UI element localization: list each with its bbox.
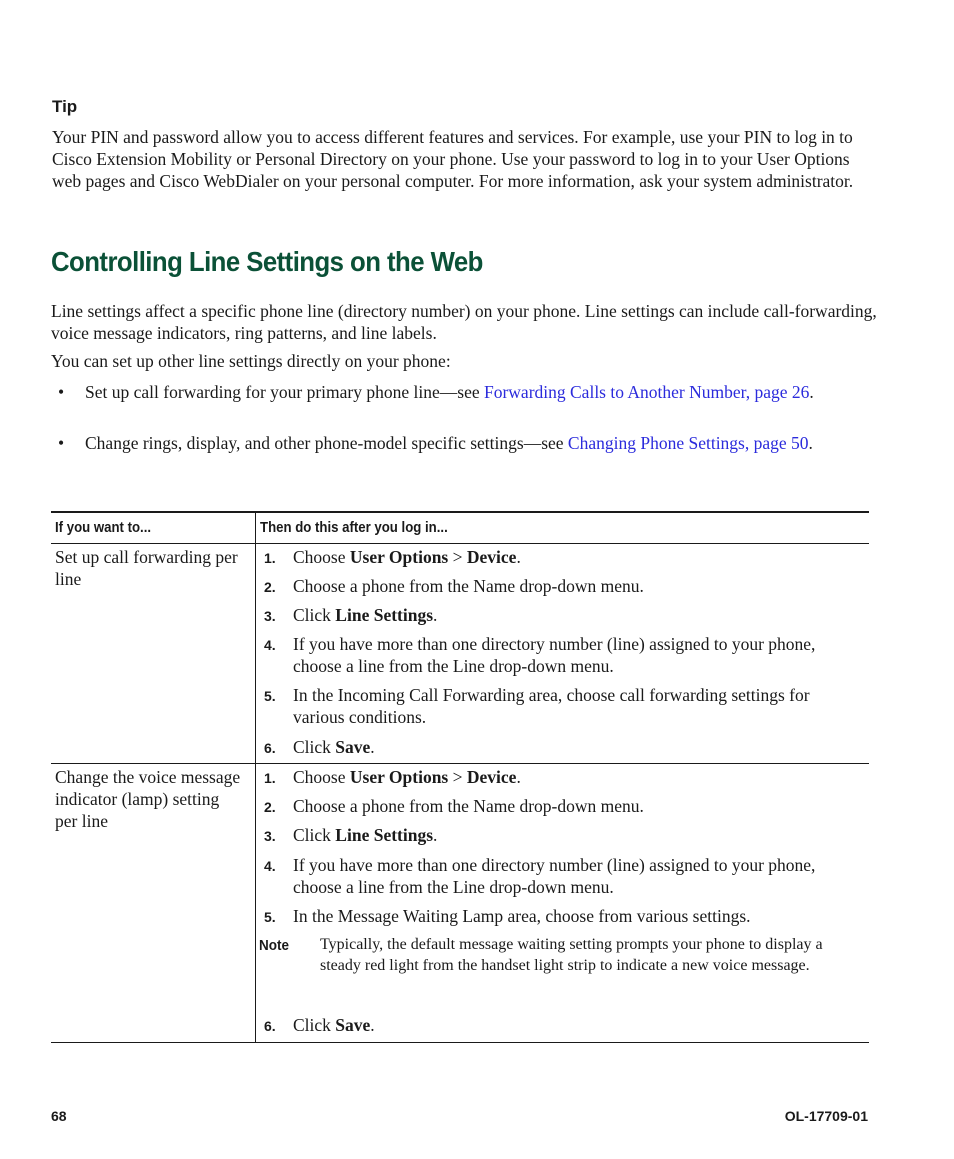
table-header-rule: [51, 543, 869, 544]
section-title: Controlling Line Settings on the Web: [51, 246, 483, 277]
bullet-tail: .: [808, 433, 813, 453]
step-text: .: [433, 605, 438, 625]
step-text: In the Message Waiting Lamp area, choose from various settings.: [293, 906, 751, 926]
bullet-dot: •: [58, 382, 65, 402]
ui-term: Line Settings: [335, 825, 434, 845]
table-row-rule: [51, 763, 869, 764]
ui-term: Line Settings: [335, 605, 434, 625]
step-text: >: [448, 547, 467, 567]
document-id: OL-17709-01: [784, 1108, 868, 1124]
note-label: Note: [259, 937, 290, 954]
step-text: Choose: [293, 767, 350, 787]
step-text: Click: [293, 825, 336, 845]
step-text: Click: [293, 737, 336, 757]
step-text: Choose a phone from the Name drop-down menu.: [293, 796, 644, 816]
bullet-tail: .: [809, 382, 814, 402]
ui-term: Save: [335, 737, 371, 757]
step-number: 4.: [264, 637, 276, 653]
table-bottom-rule: [51, 1042, 869, 1043]
step-text: Click: [293, 605, 336, 625]
tip-label: Tip: [52, 97, 78, 116]
setup-paragraph: You can set up other line settings directly on your phone:: [51, 351, 451, 371]
bullet-text: Set up call forwarding for your primary phone line—see: [85, 382, 484, 402]
step-number: 1.: [264, 770, 276, 786]
ui-term: Save: [335, 1015, 371, 1035]
ui-term: User Options: [349, 767, 449, 787]
step-text: Choose a phone from the Name drop-down menu.: [293, 576, 644, 596]
tip-text: Your PIN and password allow you to access different features and services. For example, use your PIN to log in to Cisco Extension Mobility or Personal Directory on your phone. Use your password to log in to your User Options web pages and Cisco WebDialer on your personal computer. For more information, ask your system administrator.: [52, 127, 854, 191]
step-text: .: [516, 767, 521, 787]
bullet-dot: •: [58, 433, 65, 453]
bullet-text: Change rings, display, and other phone-model specific settings—see: [85, 433, 568, 453]
ui-term: User Options: [349, 547, 449, 567]
intro-paragraph: Line settings affect a specific phone line (directory number) on your phone. Line settings can include call-forwarding, voice message indicators, ring patterns, and line labels.: [51, 301, 877, 343]
step-text: Click: [293, 1015, 336, 1035]
step-text: >: [448, 767, 467, 787]
step-text: .: [370, 737, 375, 757]
note-text: Typically, the default message waiting setting prompts your phone to display a steady red light from the handset light strip to indicate a new voice message.: [320, 936, 823, 974]
step-text: Choose: [293, 547, 350, 567]
step-number: 6.: [264, 740, 276, 756]
table-top-rule: [51, 511, 869, 513]
step-text: .: [516, 547, 521, 567]
table-header-want: If you want to...: [55, 519, 152, 536]
settings-table: [51, 511, 869, 1043]
table-row-label: Change the voice message indicator (lamp) setting per line: [55, 767, 241, 831]
table-row-label: Set up call forwarding per line: [55, 547, 238, 589]
step-number: 5.: [264, 909, 276, 925]
table-header-then: Then do this after you log in...: [260, 519, 448, 536]
step-number: 6.: [264, 1018, 276, 1034]
step-number: 4.: [264, 858, 276, 874]
changing-phone-settings-link[interactable]: Changing Phone Settings, page 50: [567, 433, 809, 453]
forwarding-calls-link[interactable]: Forwarding Calls to Another Number, page 26: [483, 382, 810, 402]
step-text: If you have more than one directory number (line) assigned to your phone, choose a line from the Line drop-down menu.: [293, 855, 816, 897]
step-number: 2.: [264, 579, 276, 595]
step-text: If you have more than one directory number (line) assigned to your phone, choose a line from the Line drop-down menu.: [293, 634, 816, 676]
step-number: 5.: [264, 688, 276, 704]
step-number: 2.: [264, 799, 276, 815]
step-text: .: [433, 825, 438, 845]
step-number: 3.: [264, 608, 276, 624]
step-text: .: [370, 1015, 375, 1035]
ui-term: Device: [466, 547, 517, 567]
step-number: 3.: [264, 828, 276, 844]
ui-term: Device: [466, 767, 517, 787]
page-number: 68: [51, 1108, 67, 1124]
step-number: 1.: [264, 550, 276, 566]
step-text: In the Incoming Call Forwarding area, choose call forwarding settings for various conditions.: [293, 685, 810, 727]
table-column-rule: [255, 511, 256, 1043]
